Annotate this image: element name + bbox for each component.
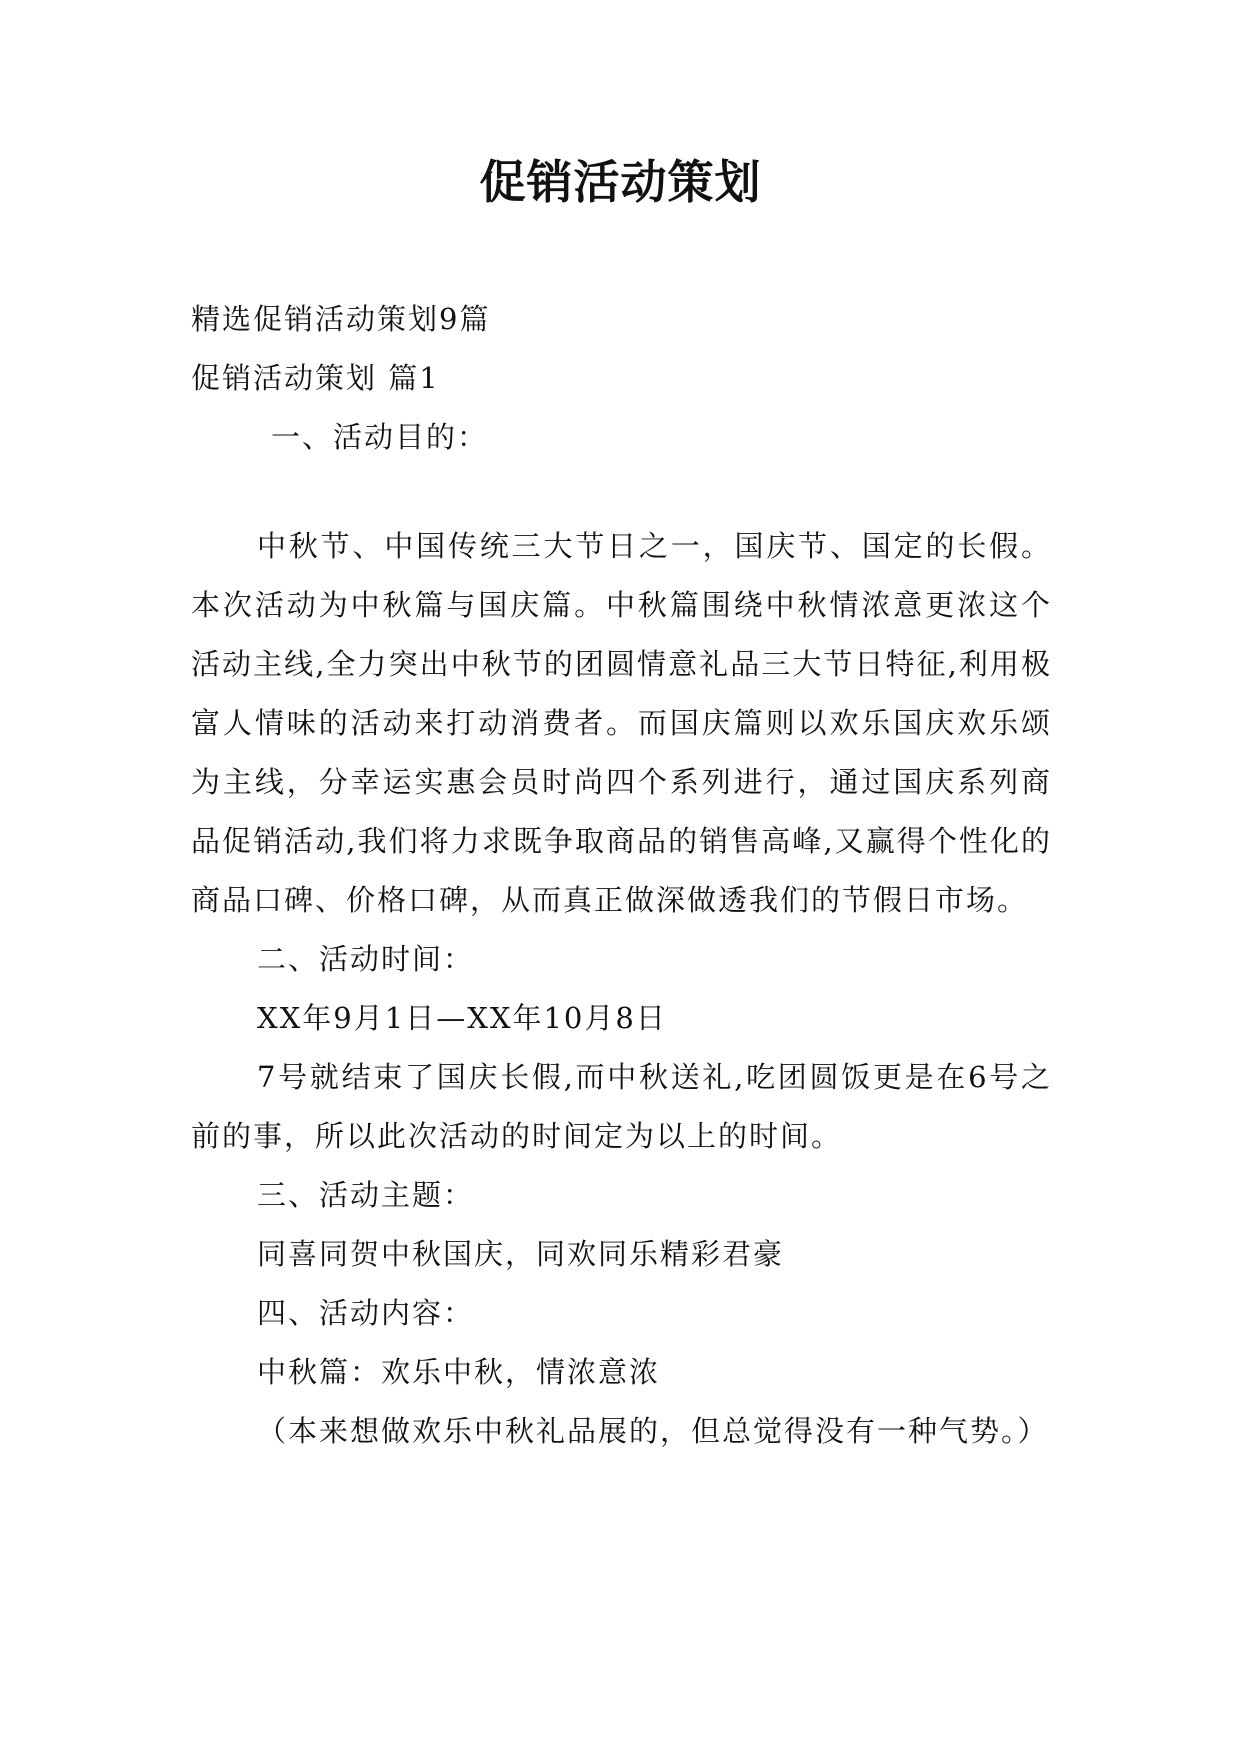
document-title: 促销活动策划 [479, 155, 762, 209]
document-body [191, 290, 1052, 1461]
note-paragraph: （本来想做欢乐中秋礼品展的，但总觉得没有一种气势。） [257, 1414, 1049, 1448]
spacer [191, 467, 1052, 517]
time-range: XX年9月1日—XX年10月8日 [257, 1001, 667, 1035]
document-subtitle: 精选促销活动策划9篇 [191, 302, 491, 336]
heading-theme: 三、活动主题： [257, 1178, 475, 1212]
time-paragraph: 7号就结束了国庆长假,而中秋送礼,吃团圆饭更是在6号之前的事，所以此次活动的时间定为以上的时间。 [191, 1060, 1052, 1153]
section-title: 促销活动策划 篇1 [191, 361, 440, 395]
heading-time: 二、活动时间： [257, 942, 475, 976]
midautumn-title: 中秋篇：欢乐中秋，情浓意浓 [257, 1355, 661, 1389]
heading-content: 四、活动内容： [257, 1296, 475, 1330]
purpose-paragraph: 中秋节、中国传统三大节日之一，国庆节、国定的长假。本次活动为中秋篇与国庆篇。中秋篇围绕中秋情浓意更浓这个活动主线,全力突出中秋节的团圆情意礼品三大节日特征,利用极富人情味的活动来打动消费者。而国庆篇则以欢乐国庆欢乐颂为主线，分幸运实惠会员时尚四个系列进行，通过国庆系列商品促销活动,我们将力求既争取商品的销售高峰,又赢得个性化的商品口碑、价格口碑，从而真正做深做透我们的节假日市场。 [191, 529, 1052, 917]
theme-text: 同喜同贺中秋国庆，同欢同乐精彩君豪 [257, 1237, 785, 1271]
heading-purpose: 一、活动目的： [271, 420, 489, 454]
